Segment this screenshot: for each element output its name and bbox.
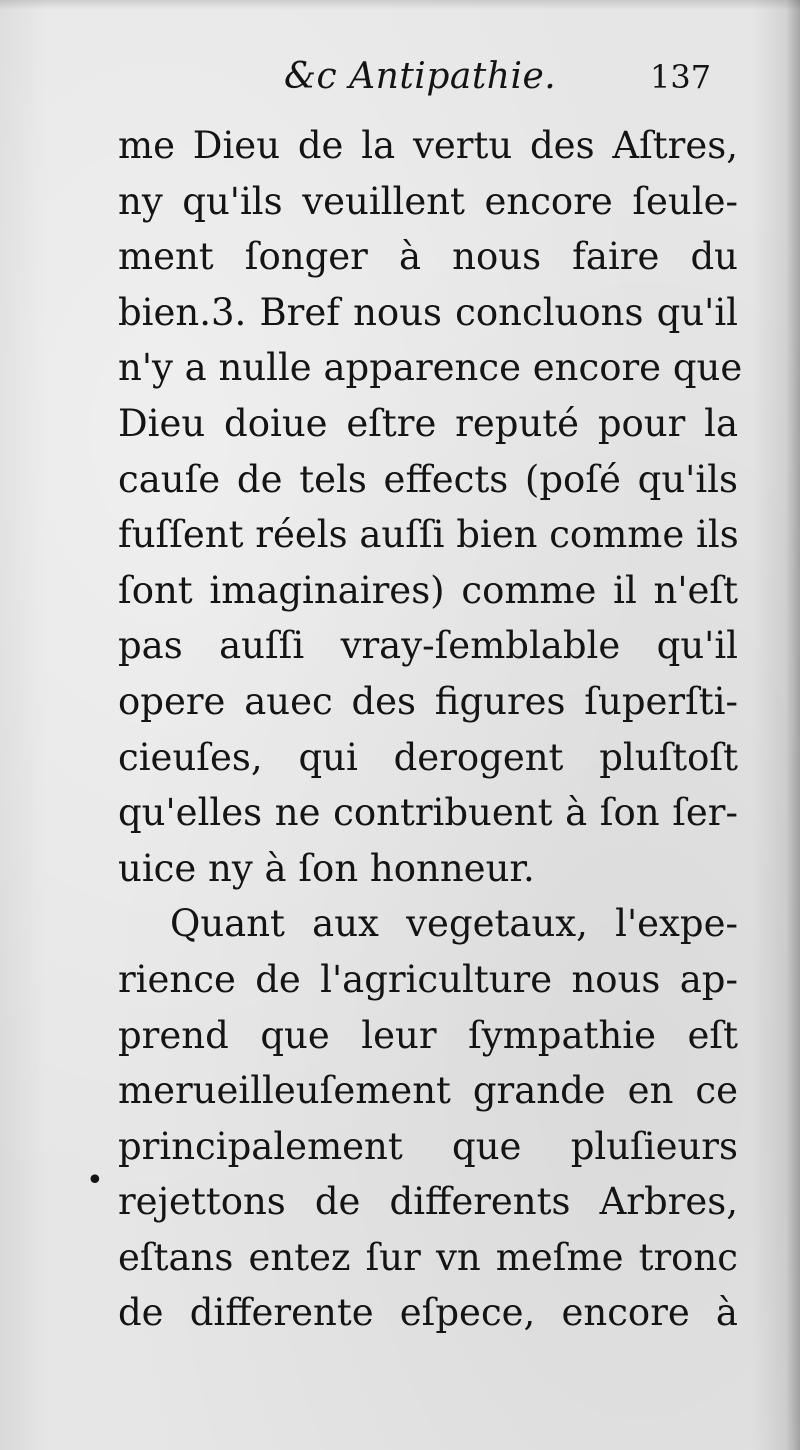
text-line: bien.3. Bref nous concluons qu'il — [118, 290, 738, 334]
body-text — [118, 118, 743, 1341]
text-line: pas auſſi vray-ſemblable qu'il — [118, 624, 738, 668]
running-head — [0, 52, 800, 102]
text-line: n'y a nulle apparence encore que — [118, 346, 743, 390]
text-line: qu'elles ne contribuent à ſon ſer- — [118, 791, 738, 835]
text-line: fuſſent réels auſſi bien comme ils — [118, 513, 739, 557]
margin-mark: • — [86, 1163, 104, 1198]
text-line: ny qu'ils veuillent encore ſeule- — [118, 179, 738, 223]
text-line: merueilleuſement grande en ce — [118, 1069, 738, 1113]
text-line: uice ny à ſon honneur. — [118, 846, 535, 890]
page-gutter-shadow — [786, 0, 800, 1450]
text-line: cauſe de tels effects (poſé qu'ils — [118, 457, 738, 501]
page-top-shadow — [0, 0, 800, 10]
running-head-title: &c Antipathie. — [284, 56, 557, 97]
text-line: prend que leur ſympathie eſt — [118, 1013, 738, 1057]
text-line: rejettons de differents Arbres, — [118, 1180, 738, 1224]
text-line: Dieu doiue eſtre reputé pour la — [118, 401, 738, 445]
text-line: ment ſonger à nous faire du — [118, 235, 738, 279]
text-line: me Dieu de la vertu des Aſtres, — [118, 124, 738, 167]
text-line: Quant aux vegetaux, l'expe- — [170, 902, 738, 946]
page-number: 137 — [650, 58, 712, 96]
text-line: de differente eſpece, encore à — [118, 1291, 738, 1335]
text-line: cieuſes, qui derogent pluſtoſt — [118, 735, 738, 779]
text-line: principalement que pluſieurs — [118, 1124, 738, 1168]
text-line: opere auec des figures ſuperſti- — [118, 679, 738, 723]
text-line: ſont imaginaires) comme il n'eſt — [118, 568, 738, 612]
text-line: eſtans entez ſur vn meſme tronc — [118, 1235, 738, 1279]
text-line: rience de l'agriculture nous ap- — [118, 957, 738, 1001]
